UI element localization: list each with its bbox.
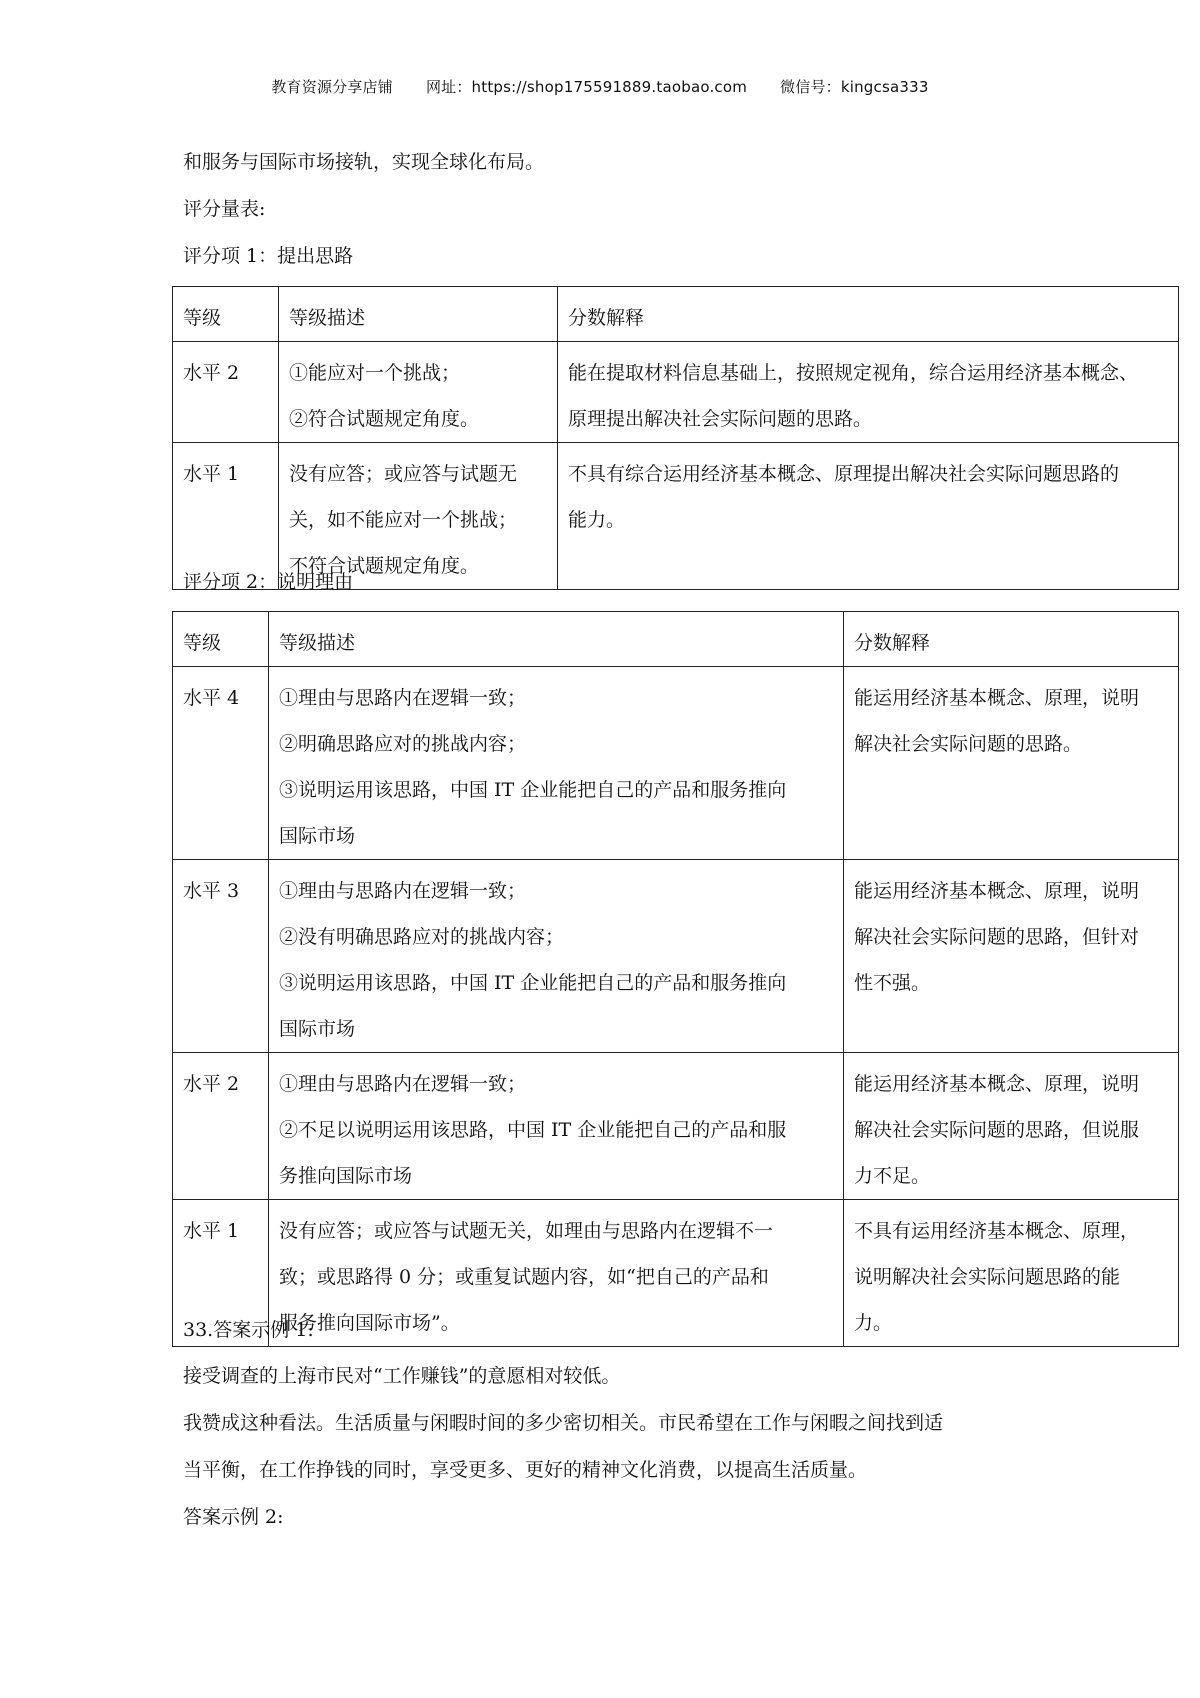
scale-label: 评分量表: (183, 198, 266, 220)
table-row (173, 1200, 1179, 1347)
level-cell: 水平 4 (173, 667, 269, 860)
header-cell-level: 等级 (173, 287, 279, 342)
score-line: 解决社会实际问题的思路，但说服 (854, 1119, 1140, 1141)
score-cell (558, 443, 1179, 590)
paragraph-intro: 和服务与国际市场接轨，实现全球化布局。 (183, 151, 545, 173)
answer-example-2-label: 答案示例 2: (183, 1506, 284, 1528)
rubric-table-2 (172, 611, 1179, 1347)
desc-cell (279, 443, 558, 590)
desc-line: ②没有明确思路应对的挑战内容； (279, 926, 565, 948)
level-cell: 水平 3 (173, 860, 269, 1053)
score-cell (558, 342, 1179, 443)
table-row (173, 443, 1179, 590)
answer-paragraph: 接受调查的上海市民对“工作赚钱”的意愿相对较低。 (183, 1365, 621, 1387)
header-cell-score: 分数解释 (558, 287, 1179, 342)
desc-line: 服务推向国际市场”。 (279, 1312, 460, 1334)
score-line: 力。 (854, 1312, 893, 1334)
table-row (173, 342, 1179, 443)
desc-line: ①理由与思路内在逻辑一致； (279, 1073, 527, 1095)
header-cell-level: 等级 (173, 612, 269, 667)
score-cell (844, 860, 1179, 1053)
header-cell-desc: 等级描述 (279, 287, 558, 342)
table-row (173, 860, 1179, 1053)
level-cell: 水平 1 (173, 443, 279, 590)
item2-label: 评分项 2：说明理由 (183, 571, 354, 593)
desc-line: ③说明运用该思路，中国 IT 企业能把自己的产品和服务推向 (279, 972, 787, 994)
table-header-row (173, 287, 1179, 342)
score-line: 解决社会实际问题的思路。 (854, 733, 1083, 755)
desc-line: ③说明运用该思路，中国 IT 企业能把自己的产品和服务推向 (279, 779, 787, 801)
score-line: 力不足。 (854, 1165, 931, 1187)
desc-cell (269, 860, 844, 1053)
score-line: 原理提出解决社会实际问题的思路。 (568, 408, 873, 430)
desc-line: 没有应答；或应答与试题无 (289, 463, 518, 485)
answer-example-1-label: 33.答案示例 1: (183, 1319, 314, 1341)
score-cell (844, 1053, 1179, 1200)
desc-line: 国际市场 (279, 1018, 356, 1040)
desc-line: ②不足以说明运用该思路，中国 IT 企业能把自己的产品和服 (279, 1119, 787, 1141)
score-cell (844, 667, 1179, 860)
desc-line: ②符合试题规定角度。 (289, 408, 480, 430)
score-line: 能运用经济基本概念、原理，说明 (854, 880, 1140, 902)
desc-line: 不符合试题规定角度。 (289, 555, 480, 577)
score-line: 能在提取材料信息基础上，按照规定视角，综合运用经济基本概念、 (568, 362, 1139, 384)
desc-line: ②明确思路应对的挑战内容； (279, 733, 527, 755)
desc-cell (269, 1053, 844, 1200)
score-line: 说明解决社会实际问题思路的能 (854, 1266, 1121, 1288)
header-wechat: 微信号：kingcsa333 (780, 78, 929, 96)
score-line: 不具有运用经济基本概念、原理， (854, 1220, 1140, 1242)
table-row (173, 1053, 1179, 1200)
desc-line: 没有应答；或应答与试题无关，如理由与思路内在逻辑不一 (279, 1220, 774, 1242)
answer-paragraph: 我赞成这种看法。生活质量与闲暇时间的多少密切相关。市民希望在工作与闲暇之间找到适 (183, 1412, 944, 1434)
table-header-row (173, 612, 1179, 667)
item1-label: 评分项 1：提出思路 (183, 245, 354, 267)
header-shop: 教育资源分享店铺 (271, 78, 393, 96)
desc-line: ①能应对一个挑战； (289, 362, 461, 384)
desc-line: ①理由与思路内在逻辑一致； (279, 687, 527, 709)
header-cell-score: 分数解释 (844, 612, 1179, 667)
desc-line: 致；或思路得 0 分；或重复试题内容，如“把自己的产品和 (279, 1266, 769, 1288)
level-cell: 水平 2 (173, 342, 279, 443)
score-cell (844, 1200, 1179, 1347)
score-line: 能运用经济基本概念、原理，说明 (854, 687, 1140, 709)
desc-line: 国际市场 (279, 825, 356, 847)
header-cell-desc: 等级描述 (269, 612, 844, 667)
table-row (173, 667, 1179, 860)
score-line: 解决社会实际问题的思路，但针对 (854, 926, 1140, 948)
desc-cell (269, 667, 844, 860)
score-line: 不具有综合运用经济基本概念、原理提出解决社会实际问题思路的 (568, 463, 1120, 485)
rubric-table-1 (172, 286, 1179, 590)
score-line: 能力。 (568, 509, 626, 531)
desc-cell (279, 342, 558, 443)
score-line: 能运用经济基本概念、原理，说明 (854, 1073, 1140, 1095)
score-line: 性不强。 (854, 972, 931, 994)
level-cell: 水平 1 (173, 1200, 269, 1347)
level-cell: 水平 2 (173, 1053, 269, 1200)
page-header (0, 76, 1200, 97)
desc-cell (269, 1200, 844, 1347)
header-url: 网址：https://shop175591889.taobao.com (425, 78, 748, 96)
desc-line: 务推向国际市场 (279, 1165, 413, 1187)
answer-paragraph: 当平衡，在工作挣钱的同时，享受更多、更好的精神文化消费，以提高生活质量。 (183, 1459, 868, 1481)
desc-line: 关，如不能应对一个挑战； (289, 509, 518, 531)
desc-line: ①理由与思路内在逻辑一致； (279, 880, 527, 902)
